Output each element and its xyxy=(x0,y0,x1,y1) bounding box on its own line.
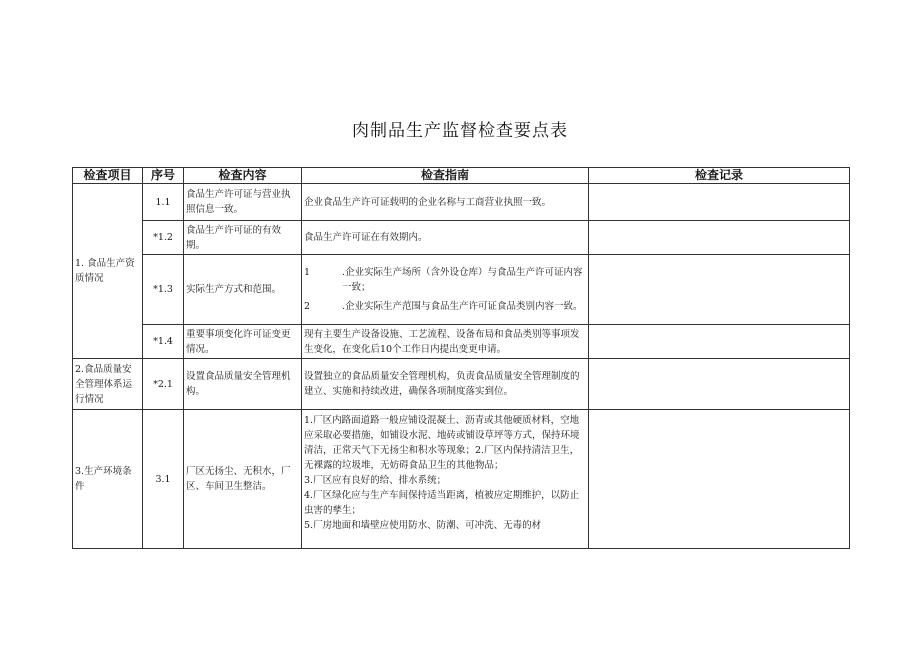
table-row xyxy=(73,221,850,255)
category-cell: 3.生产环境条件 xyxy=(73,410,143,549)
number-cell: *2.1 xyxy=(143,359,184,410)
record-cell[interactable] xyxy=(589,255,850,325)
content-cell: 重要事项变化许可证变更情况。 xyxy=(184,325,302,359)
table-header-row xyxy=(73,168,850,184)
guide-text: 食品生产许可证在有效期内。 xyxy=(304,232,428,243)
guide-text: 现有主要生产设备设施、工艺流程、设备布局和食品类别等事项发生变化，在变化后10个工作日内提出变更申请。 xyxy=(304,328,580,355)
category-cell: 1. 食品生产资质情况 xyxy=(73,184,143,359)
record-cell[interactable] xyxy=(589,184,850,221)
guide-text: 3.厂区应有良好的给、排水系统； xyxy=(304,475,447,486)
table-row xyxy=(73,410,850,549)
content-cell: 实际生产方式和范围。 xyxy=(184,255,302,325)
guide-item-number: 1 xyxy=(304,267,311,278)
table-row xyxy=(73,184,850,221)
header-record: 检查记录 xyxy=(589,168,850,184)
content-cell: 厂区无扬尘、无积水，厂区、车间卫生整洁。 xyxy=(184,410,302,549)
guide-text: 企业食品生产许可证载明的企业名称与工商营业执照一致。 xyxy=(304,196,552,208)
guide-text: 4.厂区绿化应与生产车间保持适当距离，植被应定期维护，以防止虫害的孳生； xyxy=(304,490,580,516)
guide-item xyxy=(304,265,586,295)
content-cell: 设置食品质量安全管理机构。 xyxy=(184,359,302,410)
content-cell: 食品生产许可证的有效期。 xyxy=(184,221,302,255)
table-row xyxy=(73,359,850,410)
number-cell: *1.2 xyxy=(143,221,184,255)
record-cell[interactable] xyxy=(589,410,850,549)
header-content: 检查内容 xyxy=(184,168,302,184)
number-cell: 1.1 xyxy=(143,184,184,221)
record-cell[interactable] xyxy=(589,325,850,359)
number-cell: 3.1 xyxy=(143,410,184,549)
header-category: 检查项目 xyxy=(73,168,143,184)
guide-text: 5.厂房地面和墙壁应使用防水、防潮、可冲洗、无毒的材 xyxy=(304,520,542,531)
inspection-table xyxy=(72,167,850,549)
header-guide: 检查指南 xyxy=(302,168,589,184)
guide-cell xyxy=(302,410,589,549)
header-number: 序号 xyxy=(143,168,184,184)
guide-item-number: 2 xyxy=(304,301,311,312)
record-cell[interactable] xyxy=(589,359,850,410)
guide-item-text: .企业实际生产范围与食品生产许可证食品类别内容一致。 xyxy=(342,301,583,312)
number-cell: *1.3 xyxy=(143,255,184,325)
page-title: 肉制品生产监督检查要点表 xyxy=(352,121,568,141)
guide-text: 设置独立的食品质量安全管理机构，负责食品质量安全管理制度的建立、实施和持续改进，确保各项制度落实到位。 xyxy=(304,371,580,397)
guide-item-text: .企业实际生产场所（含外设仓库）与食品生产许可证内容一致； xyxy=(342,267,583,293)
guide-cell xyxy=(302,255,589,325)
category-cell: 2.食品质量安全管理体系运行情况 xyxy=(73,359,143,410)
guide-cell xyxy=(302,325,589,359)
guide-cell xyxy=(302,184,589,221)
table-row xyxy=(73,325,850,359)
guide-cell xyxy=(302,221,589,255)
guide-cell xyxy=(302,359,589,410)
table-row xyxy=(73,255,850,325)
content-cell: 食品生产许可证与营业执照信息一致。 xyxy=(184,184,302,221)
record-cell[interactable] xyxy=(589,221,850,255)
guide-item xyxy=(304,299,586,314)
guide-text: 1.厂区内路面道路一般应铺设混凝土、沥青或其他硬质材料，空地应采取必要措施，如铺设水泥、地砖或铺设草坪等方式，保持环境清洁，正常天气下无扬尘和积水等现象；2.厂区内保持清洁卫生，无裸露的垃圾堆，无妨碍食品卫生的其他物品； xyxy=(304,415,580,471)
number-cell: *1.4 xyxy=(143,325,184,359)
